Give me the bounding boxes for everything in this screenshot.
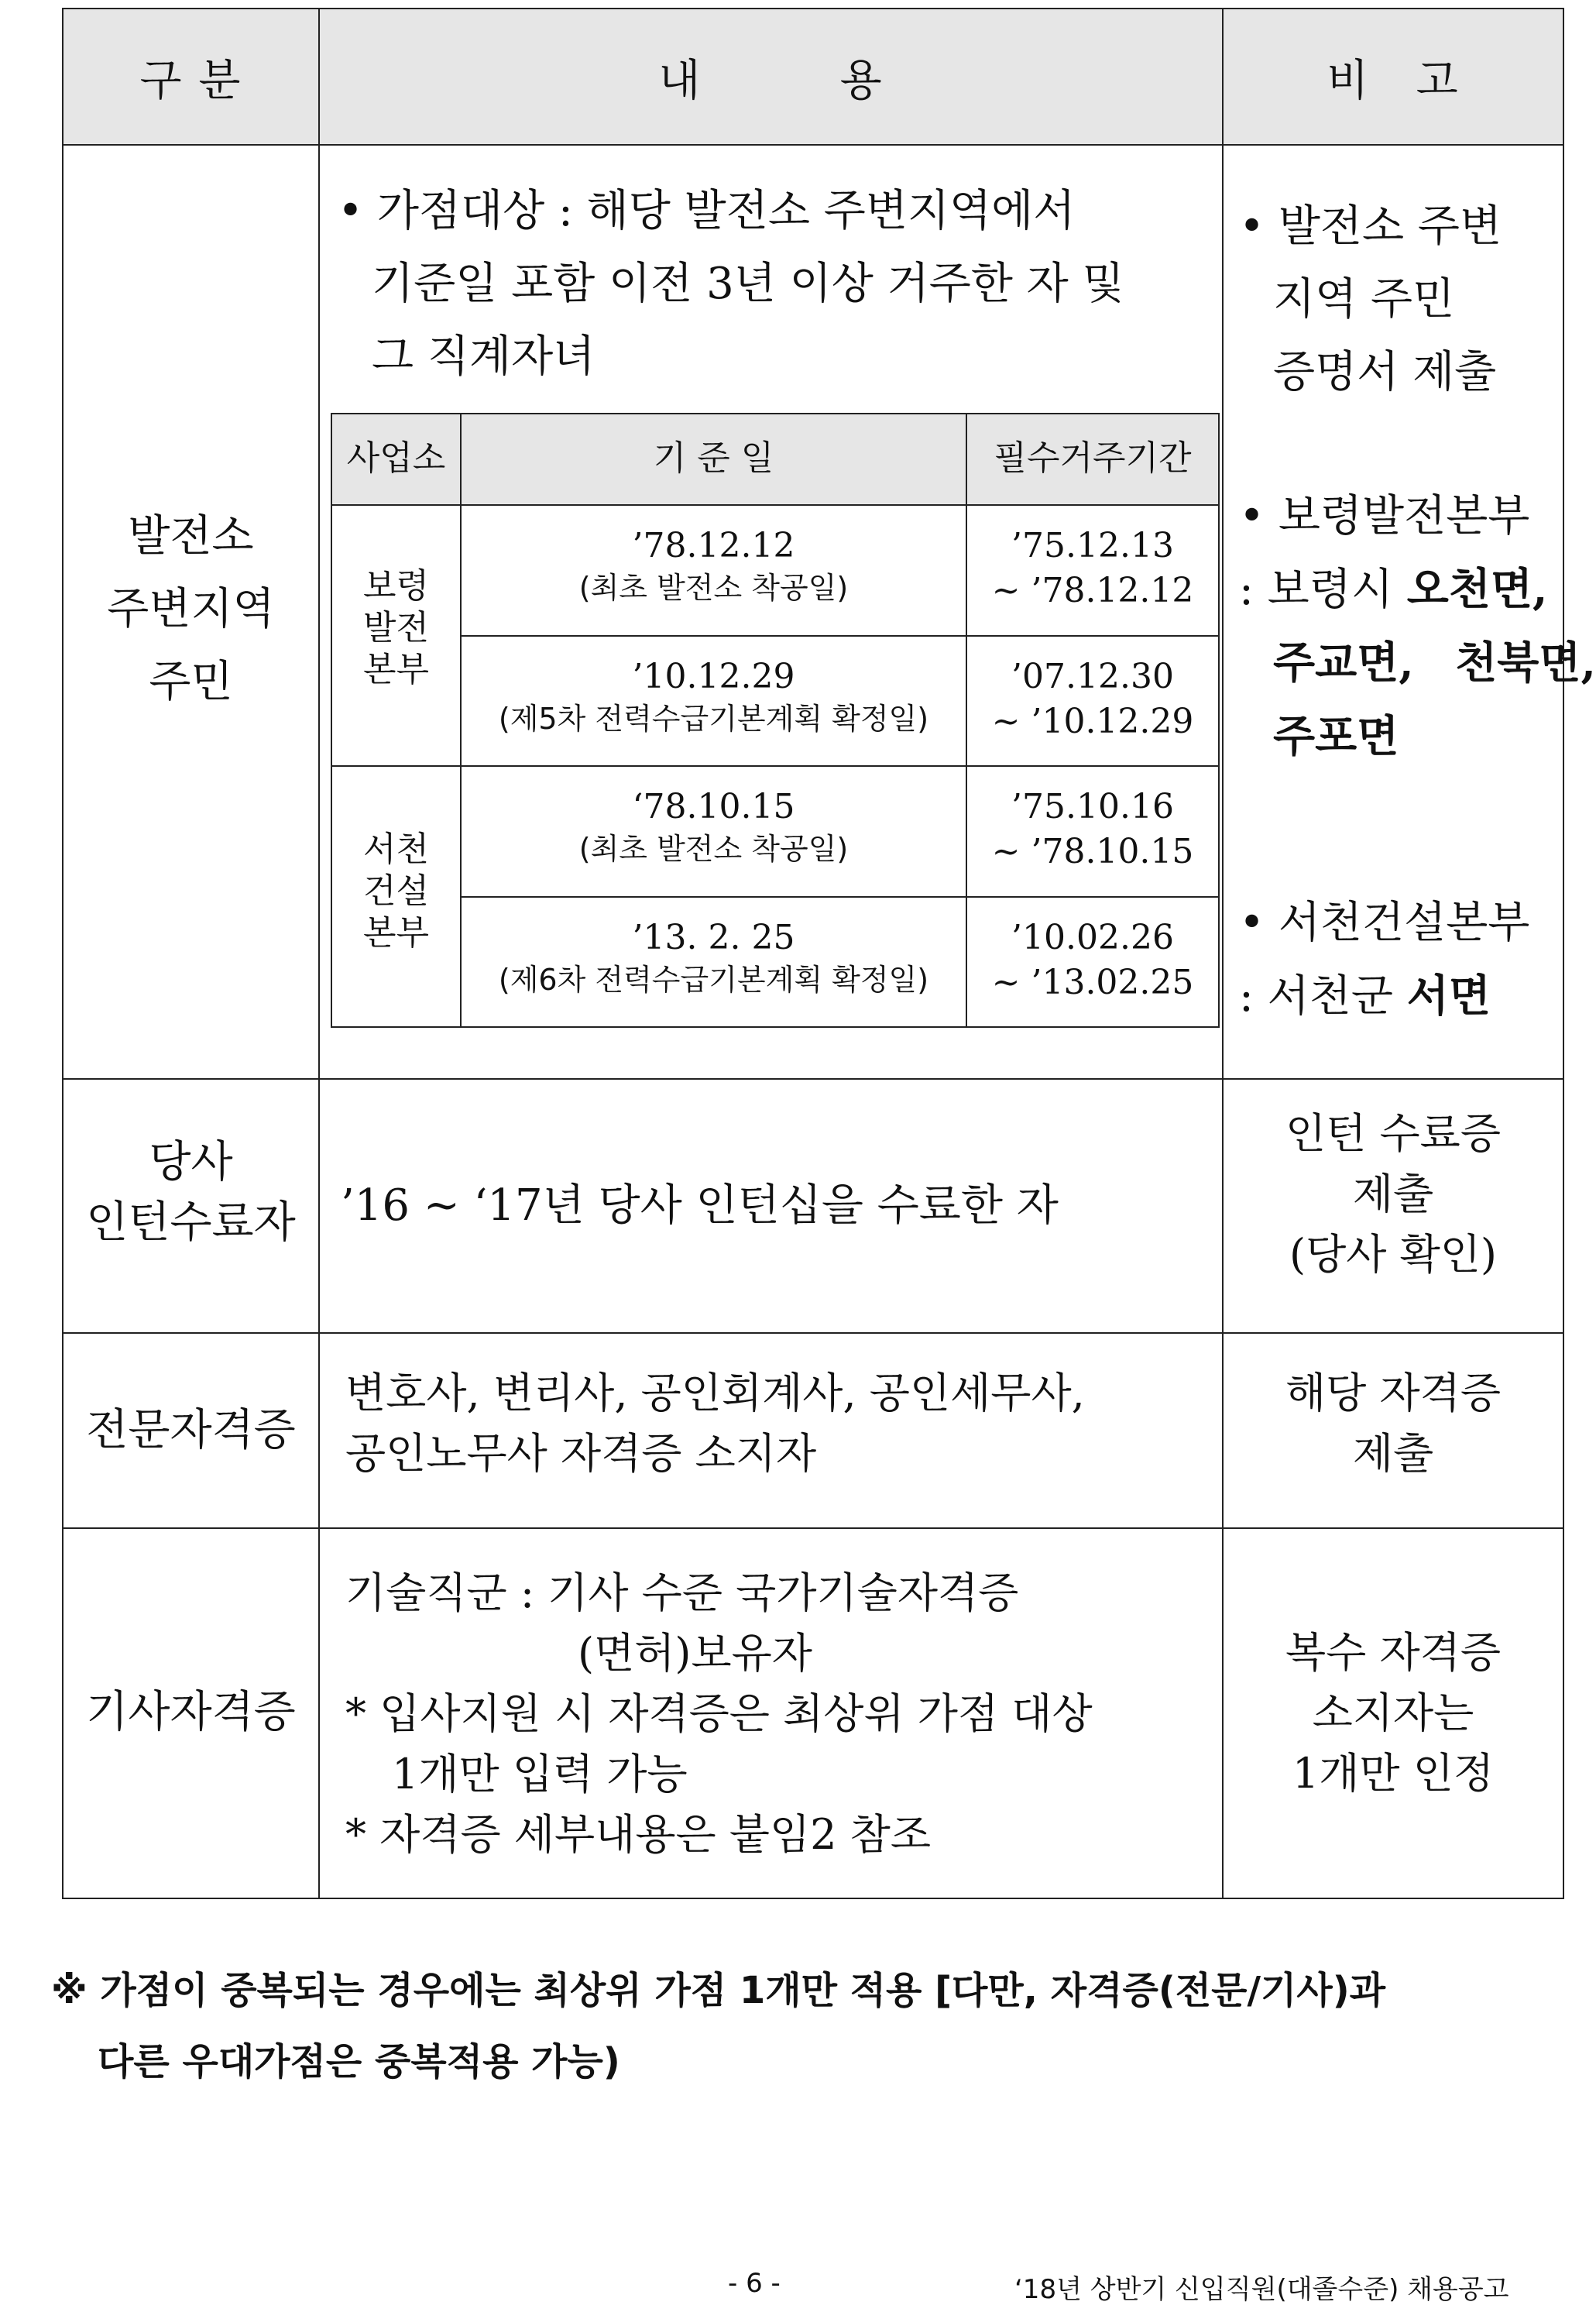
column-divider	[318, 8, 320, 1899]
date-cell: ’78.12.12 (최초 발전소 착공일)	[578, 526, 849, 605]
professional-content: 변호사, 변리사, 공인회계사, 공인세무사, 공인노무사 자격증 소지자	[345, 1369, 1085, 1478]
header-category: 구 분	[139, 56, 242, 106]
row-divider	[62, 1078, 1564, 1080]
header-remark: 비 고	[1327, 56, 1460, 106]
inner-table-border-top	[331, 413, 1220, 414]
column-divider	[1222, 8, 1224, 1899]
table-border-top	[62, 8, 1564, 9]
inner-header-office: 사업소	[346, 438, 446, 478]
plant-remark-certificate: • 발전소 주변 지역 주민 증명서 제출	[1239, 201, 1502, 397]
inner-table-border-right	[1218, 413, 1220, 1028]
plant-remark-boryeong: • 보령발전본부 : 보령시 오천면, 주교면, 천북면, 주포면	[1239, 491, 1596, 762]
table-border-left	[62, 8, 63, 1899]
period-cell: ’10.02.26 ~ ’13.02.25	[991, 918, 1194, 1002]
date-cell: ‘78.10.15 (최초 발전소 착공일)	[578, 787, 849, 866]
table-border-right	[1563, 8, 1564, 1899]
technical-remark: 복수 자격증 소지자는 1개만 인정	[1285, 1628, 1501, 1798]
duplicate-points-note: ※ 가점이 중복되는 경우에는 최상위 가점 1개만 적용 [다만, 자격증(전문/기사)과 다른 우대가점은 중복적용 가능)	[51, 1969, 1386, 2084]
technical-category: 기사자격증	[86, 1687, 296, 1737]
row-divider	[62, 1527, 1564, 1529]
inner-table-border-bottom	[331, 1026, 1220, 1028]
plant-category: 발전소 주변지역 주민	[107, 511, 275, 707]
row-divider	[62, 144, 1564, 146]
plant-target-description: • 가점대상 : 해당 발전소 주변지역에서 기준일 포함 이전 3년 이상 거주한 자 및 그 직계자녀	[338, 186, 1124, 382]
plant-remark-seocheon: • 서천건설본부 : 서천군 서면	[1239, 898, 1530, 1022]
table-border-bottom	[62, 1898, 1564, 1899]
office-boryeong: 보령 발전 본부	[362, 566, 429, 689]
date-cell: ’10.12.29 (제5차 전력수급기본계획 확정일)	[498, 657, 929, 736]
header-content: 내 용	[658, 56, 884, 106]
inner-row-divider	[331, 765, 1220, 767]
professional-category: 전문자격증	[86, 1405, 296, 1455]
period-cell: ’07.12.30 ~ ’10.12.29	[991, 657, 1194, 741]
intern-category: 당사 인턴수료자	[86, 1137, 296, 1248]
intern-content: ’16 ~ ‘17년 당사 인턴십을 수료한 자	[341, 1180, 1059, 1231]
inner-row-divider	[460, 635, 1220, 637]
date-cell: ’13. 2. 25 (제6차 전력수급기본계획 확정일)	[498, 918, 929, 997]
technical-content: 기술직군 : 기사 수준 국가기술자격증 (면허)보유자 * 입사지원 시 자격증은 최상위 가점 대상 1개만 입력 가능 * 자격증 세부내용은 붙임2 참조	[345, 1568, 1093, 1859]
professional-remark: 해당 자격증 제출	[1285, 1369, 1501, 1478]
intern-remark: 인턴 수료증 제출 (당사 확인)	[1285, 1109, 1501, 1279]
inner-header-date: 기 준 일	[653, 438, 774, 478]
inner-row-divider	[460, 896, 1220, 898]
page-number: - 6 -	[728, 2268, 781, 2299]
office-seocheon: 서천 건설 본부	[362, 830, 429, 953]
inner-header-period: 필수거주기간	[994, 438, 1192, 478]
row-divider	[62, 1332, 1564, 1334]
period-cell: ’75.12.13 ~ ’78.12.12	[991, 526, 1194, 610]
inner-row-divider	[331, 504, 1220, 506]
period-cell: ’75.10.16 ~ ’78.10.15	[991, 787, 1194, 871]
document-title-footer: ‘18년 상반기 신입직원(대졸수준) 채용공고	[1014, 2274, 1509, 2305]
